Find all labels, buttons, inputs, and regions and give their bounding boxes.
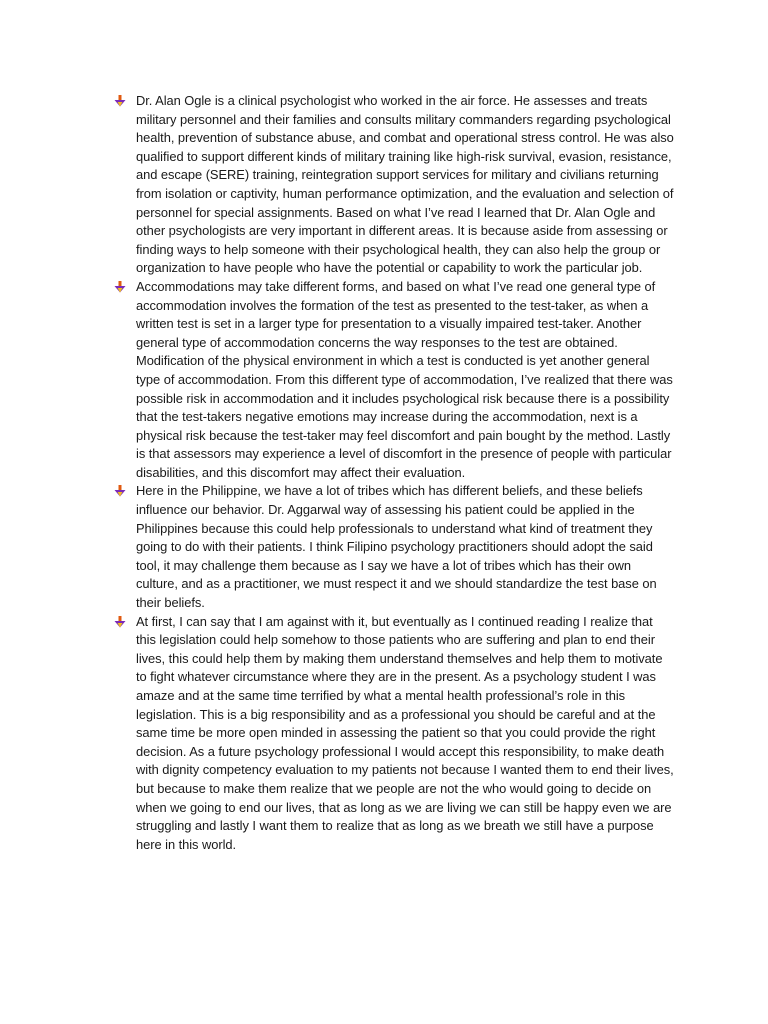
list-item bbox=[114, 92, 674, 278]
paragraph-text: Here in the Philippine, we have a lot of tribes which has different beliefs, and these beliefs influence our behavior. Dr. Aggarwal way of assessing his patient could be applied in the Philippines because this could help professionals to understand what kind of treatment they going to do with their patients. I think Filipino psychology practitioners should adopt the said tool, it may challenge them because as I say we have a lot of tribes which has their own culture, and as a practitioner, we must respect it and we should standardize the test base on their beliefs. bbox=[136, 483, 657, 611]
down-arrow-bullet-icon bbox=[114, 95, 126, 108]
down-arrow-bullet-icon bbox=[114, 281, 126, 294]
paragraph-text: Dr. Alan Ogle is a clinical psychologist who worked in the air force. He assesses and treats military personnel and their families and consults military commanders regarding psychological health, prevention of substance abuse, and combat and operational stress control. He was also qualified to support different kinds of military training like high-risk survival, evasion, resistance, and escape (SERE) training, reintegration support services for military and civilians returning from isolation or captivity, human performance optimization, and the evaluation and selection of personnel for special assignments. Based on what I’ve read I learned that Dr. Alan Ogle and other psychologists are very important in different areas. It is because aside from assessing or finding ways to help someone with their psychological health, they can also help the group or organization to have people who have the potential or capability to work the particular job. bbox=[136, 93, 674, 276]
list-item bbox=[114, 613, 674, 855]
list-item bbox=[114, 482, 674, 612]
down-arrow-bullet-icon bbox=[114, 616, 126, 629]
paragraph-text: Accommodations may take different forms, and based on what I’ve read one general type of accommodation involves the formation of the test as presented to the test-taker, as when a written test is set in a larger type for presentation to a visually impaired test-taker. Another general type of accommodation concerns the way responses to the test are obtained. Modification of the physical environment in which a test is conducted is yet another general type of accommodation. From this different type of accommodation, I’ve realized that there was possible risk in accommodation and it includes psychological risk because there is a possibility that the test-takers negative emotions may increase during the accommodation, next is a physical risk because the test-taker may feel discomfort and pain bought by the method. Lastly is that assessors may experience a level of discomfort in the presence of people with particular disabilities, and this discomfort may affect their evaluation. bbox=[136, 278, 673, 480]
list-item bbox=[114, 278, 674, 483]
paragraph-text: At first, I can say that I am against with it, but eventually as I continued reading I realize that this legislation could help somehow to those patients who are suffering and plan to end their lives, this could help them by making them understand themselves and help them to motivate to fight whatever circumstance where they are in the present. As a psychology student I was amaze and at the same time terrified by what a mental health professional’s role in this legislation. This is a big responsibility and as a professional you should be careful and at the same time be more open minded in assessing the patient so that you could provide the right decision. As a future psychology professional I would accept this responsibility, to make death with dignity competency evaluation to my patients not because I wanted them to end their lives, but because to make them realize that we people are not the who would going to decide on when we going to end our lives, that as long as we are living we can still be happy even we are struggling and lastly I want them to realize that as long as we breath we still have a purpose here in this world. bbox=[136, 613, 674, 852]
bullet-list bbox=[114, 92, 674, 854]
down-arrow-bullet-icon bbox=[114, 485, 126, 498]
